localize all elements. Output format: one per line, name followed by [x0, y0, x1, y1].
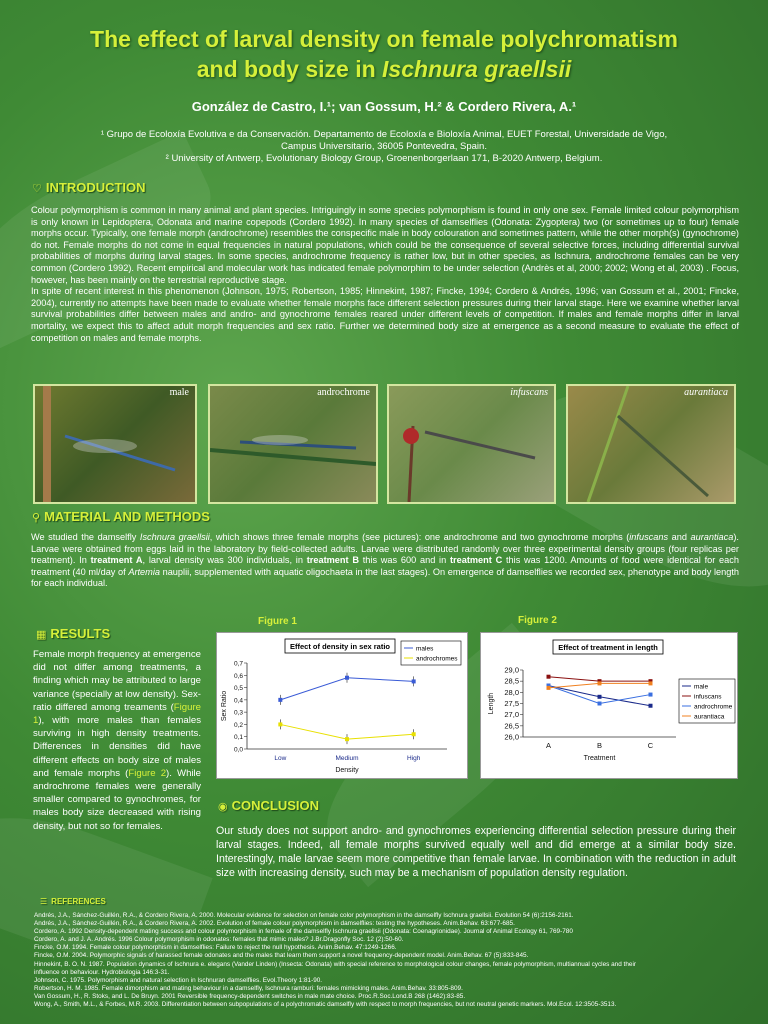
- figure-2-label: Figure 2: [518, 615, 557, 626]
- y-tick-label: 0,6: [233, 672, 243, 680]
- y-tick-label: 0,3: [233, 709, 243, 717]
- x-tick-label-medium: Medium: [335, 755, 359, 762]
- y-tick-label: 0,4: [233, 697, 243, 705]
- reference-item: Fincke, O.M. 2004. Polymorphic signals of harassed female odonates and the males that learn them support a novel frequency-dependent model. Anim.Behav. 67 (5):833-845.: [34, 952, 529, 960]
- legend-label-aurantiaca: aurantiaca: [694, 713, 725, 721]
- chart-sex-ratio: [216, 632, 468, 779]
- section-conclusion-heading: ◉ CONCLUSION: [218, 798, 319, 813]
- reference-item: Van Gossum, H., R. Stoks, and L. De Bruyn. 2001 Reversible frequency-dependent switches in male mate choice. Proc.R.Soc.Lond.B 268 (1462):83-85.: [34, 992, 466, 1000]
- chart-title: Effect of density in sex ratio: [289, 642, 391, 651]
- data-point-male: [598, 695, 602, 699]
- y-tick-label: 27,0: [504, 710, 519, 720]
- y-tick-label: 26,5: [504, 721, 519, 731]
- references-list: [34, 912, 744, 1009]
- reference-item: Wong, A., Smith, M.L., & Forbes, M.R. 2003. Differentiation between subpopulations of a polychromatic damselfly with respect to morph frequencies, but not neutral genetic markers. Mol.Ecol. 12:3505-3513.: [34, 1001, 617, 1009]
- x-tick-label-low: Low: [274, 755, 287, 762]
- reference-item: Andrés, J.A., Sánchez-Guillén, R.A., & Cordero Rivera, A. 2002. Evolution of female colour polymorphism in damselflies: testing the hypotheses. Anim.Behav. 63:677-685.: [34, 920, 515, 928]
- reference-item: Johnson, C. 1975. Polymorphism and natural selection in Ischnuran damselflies. Evol.Theory 1:81-90.: [34, 976, 323, 984]
- chart-body-length-svg: [481, 633, 737, 778]
- photo-androchrome: [208, 384, 378, 504]
- legend-label-males: males: [416, 645, 434, 653]
- species-name: Ischnura graellsii: [382, 56, 572, 82]
- data-point-androchrome: [649, 693, 653, 697]
- methods-text: We studied the damselfly Ischnura graellsii, which shows three female morphs (see pictures): one androchrome and two gynochrome morphs (infuscans and aurantiaca). Larvae were obtained from eggs laid in the laboratory by field-collected adults. Larvae were distributed randomly over three experimental density groups (four replicas per treatment). In treatment A, larval density was 300 individuals, in treatment B this was 600 and in treatment C this was 1200. Amounts of food were identical for each treatment (40 ml/day of Artemia nauplii, supplemented with aquatic oligochaeta in the last stages). On emergence of damselflies we recorded sex, phenotype and body length for each individual.: [31, 532, 739, 589]
- y-tick-label: 28,0: [504, 687, 519, 697]
- data-point-males: [278, 698, 282, 702]
- section-results-heading: ▦ RESULTS: [36, 626, 111, 641]
- x-tick-label-a: A: [545, 741, 552, 750]
- photo-aurantiaca: [566, 384, 736, 504]
- authors: González de Castro, I.¹; van Gossum, H.² & Cordero Rivera, A.¹: [191, 99, 577, 114]
- data-point-aurantiaca: [649, 681, 653, 685]
- y-axis-label: Sex Ratio: [221, 690, 228, 722]
- series-line-androchrome: [549, 686, 651, 704]
- figure-2-reference: Figure 2: [128, 767, 167, 779]
- section-introduction-heading: ♡ INTRODUCTION: [32, 180, 146, 195]
- y-tick-label: 27,5: [504, 699, 519, 708]
- reference-item: Andrés, J.A., Sánchez-Guillén, R.A., & Cordero Rivera, A. 2000. Molecular evidence for selection on female color polymorphism in the damselfly Ischnura graellsii. Evolution 54 (6):2156-2161.: [34, 912, 574, 919]
- x-tick-label-b: B: [596, 741, 603, 750]
- chart-sex-ratio-svg: [217, 633, 467, 778]
- y-tick-label: 0,1: [233, 734, 243, 742]
- x-axis-label: Treatment: [583, 755, 616, 762]
- introduction-text: [31, 205, 739, 344]
- figure-1-reference: Figure 1: [33, 701, 201, 727]
- poster-title: The effect of larval density on female polychromatism and body size in Ischnura graellsii: [90, 26, 678, 82]
- legend-label-androchrome: androchrome: [694, 703, 733, 711]
- legend-label-male: male: [694, 683, 709, 691]
- data-point-males: [345, 676, 349, 680]
- chart-icon: ▦: [36, 629, 47, 641]
- chart-title: Effect of treatment in length: [558, 643, 658, 652]
- data-point-males: [412, 679, 416, 683]
- book-icon: ☰: [40, 897, 48, 906]
- figure-1-label: Figure 1: [258, 616, 297, 627]
- y-tick-label: 0,0: [233, 746, 243, 754]
- data-point-infuscans: [547, 675, 551, 679]
- reference-item: Cordero, A. 1992 Density-dependent mating success and colour polymorphism in female of the damselfly Ischnura graellsii (Odonata: Coenagrionidae). Journal of Animal Ecology 61, 769-780: [34, 928, 573, 936]
- y-tick-label: 29,0: [504, 665, 519, 675]
- y-tick-label: 0,7: [233, 660, 243, 668]
- section-methods-heading: ⚲ MATERIAL AND METHODS: [32, 509, 210, 524]
- photo-label-aurantiaca: aurantiaca: [684, 387, 728, 398]
- intro-paragraph-2: In spite of recent interest in this phenomenon (Johnson, 1975; Robertson, 1985; Hinnekint, 1987; Fincke, 1994; Cordero & Andrés, 1996; van Gossum et al., 2001; Fincke, 2004), currently no attempts have been made to evaluate whether female morphs face different selection pressures during their larval stage. Here we examine whether larval survival probabilities differ between males and andro- and gynochrome females reared under different levels of competition. If males and female morphs differ in larval mortality, we expect this to affect adult morph frequencies and sex ratio. Further we determined body size at emergence as a second measure to evaluate the effect of competition on males and female morphs.: [31, 286, 739, 343]
- reference-item: Cordero, A. and J. A. Andrés. 1996 Colour polymorphism in odonates: females that mimic males? J.Br.Dragonfly Soc. 12 (2):50-60.: [34, 936, 404, 944]
- data-point-aurantiaca: [547, 686, 551, 690]
- photo-label-infuscans: infuscans: [510, 387, 548, 398]
- y-axis-label: Length: [488, 692, 495, 715]
- intro-paragraph-1: Colour polymorphism is common in many animal and plant species. Intriguingly in some species polymorphism is found in only one sex. Female limited colour polymorphism is only known in Lepidoptera, Odonata and marine copepods (Cordero 1992). In many species of damselflies (Odonata: Zygoptera) two (or sometimes up to four) female morphs occur. Typically, one female morph (androchrome) resembles the conspecific male in body colouration and sometimes pattern, while the other morph(s) (gynochrome) do not. Female morphs do not come in equal frequencies in natural populations, which could be the consequence of several selective forces, including differential survival probabilities of morphs during larval stages. In some species, androchrome frequency is rather low, but in other species, as Ischnura, androchrome females can be very common (Cordero 1992). Recent empirical and molecular work has indicated female polymorphim to be under selection (Andrès et al, 2000; 2002; Wong et al, 2003) . Focus, however, has been mainly on the terrestrial reproductive stage.: [31, 205, 739, 285]
- reference-item: Fincke, O.M. 1994. Female colour polymorphism in damselflies: Failure to reject the null hypothesis. Anim.Behav. 47:1249-1266.: [34, 944, 397, 952]
- dragonfly-icon: ♡: [32, 183, 42, 195]
- y-tick-label: 0,5: [233, 685, 243, 693]
- photo-label-androchrome: androchrome: [317, 387, 370, 398]
- affiliations: ¹ Grupo de Ecoloxía Evolutiva e da Conservación. Departamento de Ecoloxía e Bioloxía Animal, EUET Forestal, Universidade de Vigo, Campus Universitario, 36005 Pontevedra, Spain. ² University of Antwerp, Evolutionary Biology Group, Groenenborgerlaan 171, B-2020 Antwerp, Belgium.: [100, 129, 668, 164]
- data-point-androchromes: [412, 732, 416, 736]
- conclusion-text: Our study does not support andro- and gynochromes experiencing differential selection pressure during their larval stages. Indeed, all female morphs survived equally well and did emerge at a similar body size. Interestingly, male larvae seem more competitive than female larvae. In combination with the reduction in adult size with increasing density, such may be a mechanism of population density regulation.: [216, 825, 736, 879]
- y-tick-label: 0,2: [233, 721, 243, 729]
- damselfly-image: [568, 386, 734, 502]
- data-point-androchromes: [345, 737, 349, 741]
- photo-infuscans: [387, 384, 556, 504]
- legend-label-androchromes: androchromes: [416, 655, 458, 663]
- chart-body-length: [480, 632, 738, 779]
- data-point-androchromes: [278, 722, 282, 726]
- data-point-androchrome: [598, 702, 602, 706]
- y-tick-label: 28,5: [504, 676, 519, 686]
- x-axis-label: Density: [335, 767, 359, 774]
- damselfly-image: [35, 386, 195, 502]
- reference-item: influence on behaviour. Hydrobiologia 146:3-31.: [34, 968, 170, 976]
- x-tick-label-c: C: [647, 741, 654, 750]
- x-tick-label-high: High: [406, 755, 421, 762]
- results-text: Female morph frequency at emergence did not differ among treatments, a finding which may be attributed to large variance (specially at low density). Sex-ratio differed among treaments (Figure 1), with more males than females surviving in high density treatments. Differences in densities did have different effects on body size of males and female morphs (Figure 2). While androchrome females were generally smaller compared to gynochromes, for males body size decreased with rising density, but not so for females.: [33, 649, 202, 832]
- legend-label-infuscans: infuscans: [694, 693, 722, 701]
- photo-label-male: male: [169, 387, 189, 398]
- data-point-aurantiaca: [598, 681, 602, 685]
- eye-icon: ◉: [218, 801, 228, 813]
- pin-icon: ⚲: [32, 512, 41, 524]
- damselfly-image: [389, 386, 554, 502]
- data-point-male: [649, 704, 653, 708]
- section-references-heading: ☰ REFERENCES: [40, 897, 106, 906]
- photo-male: [33, 384, 197, 504]
- reference-item: Hinnekint, B. O. N. 1987. Population dynamics of Ischnura e. elegans (Vander Linden) (Insecta: Odonata) with special reference to morphological colour changes, female polymorphism, multiannual cycles and their: [34, 960, 636, 968]
- reference-item: Robertson, H. M. 1985. Female dimorphism and mating behaviour in a damselfly, Ischnura ramburi: females mimicking males. Anim.Behav. 33:805-809.: [34, 984, 463, 992]
- y-tick-label: 26,0: [504, 732, 519, 742]
- damselfly-image: [210, 386, 376, 502]
